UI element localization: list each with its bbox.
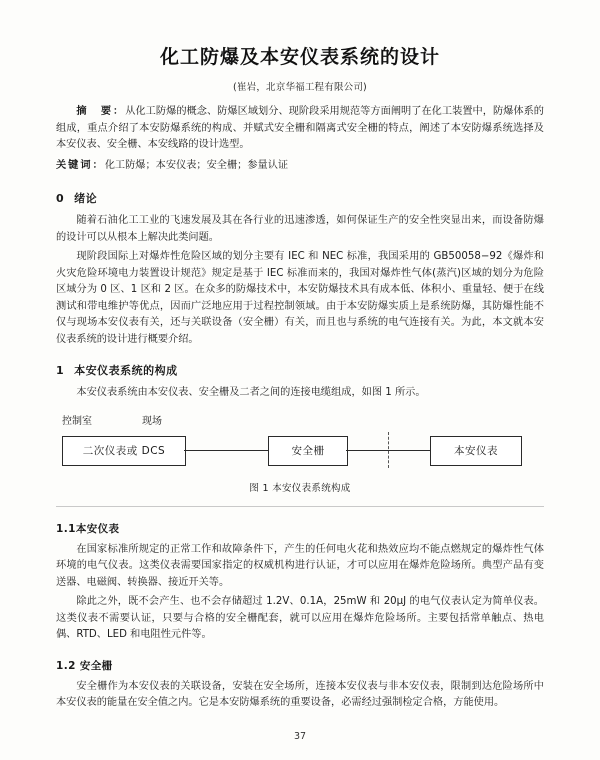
figure-1: [56, 412, 544, 494]
paragraph: 安全栅作为本安仪表的关联设备，安装在安全场所，连接本安仪表与非本安仪表，限制到达危险场所中本安仪表的能量在安全值之内。它是本安防爆系统的重要设备，必需经过强制检定合格，方能使用。: [56, 680, 544, 709]
subsection-heading-1-1: [56, 521, 544, 536]
diagram-zone-divider: [388, 432, 389, 468]
section-heading-0: [56, 190, 544, 206]
keywords-label: 关键词：: [56, 159, 105, 171]
diagram-box-intrinsically-safe-instrument: 本安仪表: [430, 436, 522, 466]
keywords-text: 化工防爆；本安仪表；安全栅；参量认证: [104, 159, 289, 171]
figure-label-control-room: 控制室: [62, 415, 92, 427]
page-title: 化工防爆及本安仪表系统的设计: [159, 46, 440, 68]
paragraph: 在国家标准所规定的正常工作和故障条件下，产生的任何电火花和热效应均不能点燃规定的爆炸性气体环境的电气仪表。这类仪表需要国家指定的权威机构进行认证，才可以应用在爆炸危险场所。典型产品有变送器、电磁阀、转换器、接近开关等。: [56, 543, 544, 588]
section-number-1: 1: [56, 364, 65, 378]
section-title-0: 绪论: [74, 192, 98, 206]
subsection-heading-1-2: [56, 658, 544, 673]
figure-label-field: 现场: [142, 415, 162, 427]
section-number-0: 0: [56, 192, 65, 206]
figure-diagram: [56, 430, 544, 474]
abstract-text: 从化工防爆的概念、防爆区域划分、现阶段采用规范等方面阐明了在化工装置中，防爆体系的组成，重点介绍了本安防爆系统的构成、并赋式安全栅和隔离式安全栅的特点，阐述了本安防爆系统选择及本安仪表、安全栅、本安线路的设计选型。: [56, 106, 544, 151]
section-heading-1: [56, 362, 544, 378]
section-title-1: 本安仪表系统的构成: [74, 364, 178, 378]
paragraph: 本安仪表系统由本安仪表、安全栅及二者之间的连接电缆组成，如图 1 所示。: [76, 387, 426, 399]
paragraph: 除此之外，既不会产生、也不会存储超过 1.2V、0.1A，25mW 和 20μJ 的电气仪表认定为简单仪表。这类仪表不需要认证，只要与合格的安全栅配套，就可以应用在爆炸危险场所。主要包括常单触点、热电偶、RTD、LED 和电阻性元件等。: [56, 596, 544, 641]
diagram-box-secondary-instrument: 二次仪表或 DCS: [62, 436, 186, 466]
keywords-paragraph: [56, 158, 544, 175]
diagram-box-safety-barrier: 安全栅: [268, 436, 348, 466]
abstract-label: 摘 要：: [76, 106, 126, 117]
subsection-title-1-1: 本安仪表: [75, 522, 120, 535]
subsection-title-1-2: 安全栅: [79, 659, 113, 672]
author-byline: (崔岩，北京华福工程有限公司): [233, 82, 367, 93]
figure-zone-labels: [56, 412, 544, 426]
page-number: 37: [293, 731, 307, 742]
subsection-number-1-1: 1.1: [56, 522, 76, 535]
diagram-connector-left: [184, 450, 268, 451]
figure-caption: 图 1 本安仪表系统构成: [249, 482, 351, 494]
paragraph: 随着石油化工工业的飞速发展及其在各行业的迅速渗透，如何保证生产的安全性突显出来，而设备防爆的设计可以从根本上解决此类问题。: [56, 215, 544, 243]
subsection-number-1-2: 1.2: [56, 659, 76, 672]
horizontal-divider: [56, 506, 544, 507]
abstract-paragraph: [56, 104, 544, 154]
paragraph: 现阶段国际上对爆炸性危险区域的划分主要有 IEC 和 NEC 标准，我国采用的 GB50058−92《爆炸和火灾危险环境电力装置设计规范》规定是基于 IEC 标准而来的，我国对爆炸性气体(蒸汽)区域的划分为危险区域分为 0 区、1 区和 2 区。在众多的防爆技术中，本安防爆技术具有成本低、体积小、重量轻、便于在线测试和带电维护等优点，因而广泛地应用于过程控制领域。由于本安防爆实质上是系统防爆，其防爆性能不仅与现场本安仪表有关，还与关联设备（安全栅）有关，而且也与系统的电气连接有关。为此，本文就本安仪表系统的设计进行概要介绍。: [56, 251, 544, 345]
